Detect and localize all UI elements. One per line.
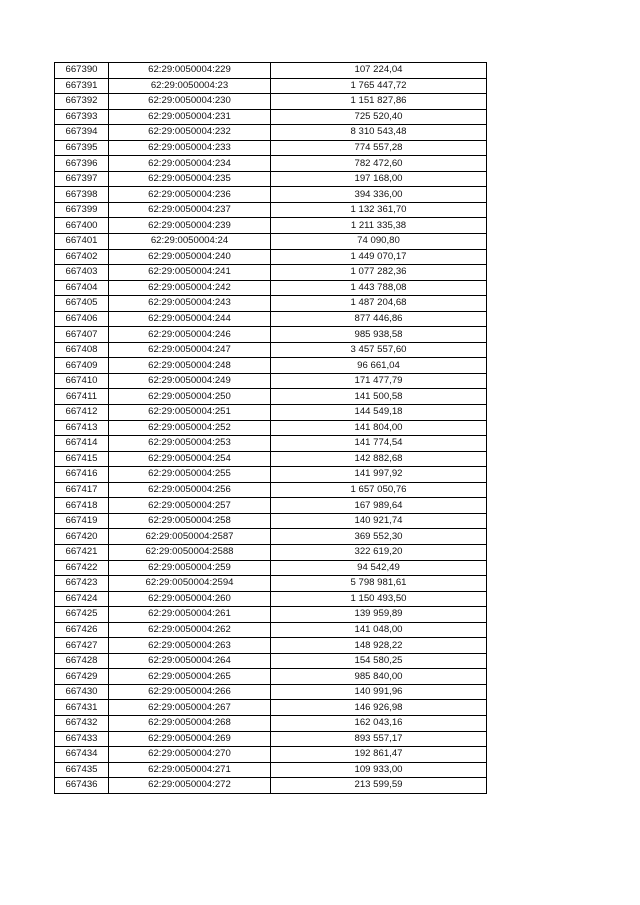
value-cell: 1 487 204,68 — [271, 296, 487, 312]
table-row — [55, 187, 487, 203]
row-number-cell: 667424 — [55, 591, 109, 607]
table-row — [55, 498, 487, 514]
row-number-cell: 667412 — [55, 405, 109, 421]
cadastral-number-cell: 62:29:0050004:229 — [109, 63, 271, 79]
value-cell: 171 477,79 — [271, 373, 487, 389]
value-cell: 167 989,64 — [271, 498, 487, 514]
value-cell: 94 542,49 — [271, 560, 487, 576]
row-number-cell: 667433 — [55, 731, 109, 747]
row-number-cell: 667434 — [55, 747, 109, 763]
table-row — [55, 778, 487, 794]
table-row — [55, 156, 487, 172]
value-cell: 1 443 788,08 — [271, 280, 487, 296]
value-cell: 782 472,60 — [271, 156, 487, 172]
cadastral-number-cell: 62:29:0050004:256 — [109, 482, 271, 498]
value-cell: 141 048,00 — [271, 622, 487, 638]
value-cell: 109 933,00 — [271, 762, 487, 778]
row-number-cell: 667393 — [55, 109, 109, 125]
value-cell: 369 552,30 — [271, 529, 487, 545]
value-cell: 146 926,98 — [271, 700, 487, 716]
cadastral-number-cell: 62:29:0050004:252 — [109, 420, 271, 436]
table-row — [55, 78, 487, 94]
row-number-cell: 667426 — [55, 622, 109, 638]
table-row — [55, 171, 487, 187]
table-row — [55, 715, 487, 731]
cadastral-number-cell: 62:29:0050004:268 — [109, 715, 271, 731]
table-row — [55, 389, 487, 405]
cadastral-number-cell: 62:29:0050004:263 — [109, 638, 271, 654]
cadastral-number-cell: 62:29:0050004:254 — [109, 451, 271, 467]
cadastral-number-cell: 62:29:0050004:236 — [109, 187, 271, 203]
row-number-cell: 667403 — [55, 265, 109, 281]
value-cell: 140 991,96 — [271, 684, 487, 700]
cadastral-number-cell: 62:29:0050004:232 — [109, 125, 271, 141]
cadastral-number-cell: 62:29:0050004:260 — [109, 591, 271, 607]
cadastral-value-table — [54, 62, 487, 794]
cadastral-number-cell: 62:29:0050004:231 — [109, 109, 271, 125]
row-number-cell: 667430 — [55, 684, 109, 700]
cadastral-number-cell: 62:29:0050004:251 — [109, 405, 271, 421]
row-number-cell: 667414 — [55, 436, 109, 452]
row-number-cell: 667435 — [55, 762, 109, 778]
value-cell: 141 997,92 — [271, 467, 487, 483]
table-row — [55, 342, 487, 358]
value-cell: 107 224,04 — [271, 63, 487, 79]
table-row — [55, 544, 487, 560]
table-row — [55, 591, 487, 607]
cadastral-number-cell: 62:29:0050004:23 — [109, 78, 271, 94]
value-cell: 985 938,58 — [271, 327, 487, 343]
value-cell: 148 928,22 — [271, 638, 487, 654]
row-number-cell: 667407 — [55, 327, 109, 343]
cadastral-number-cell: 62:29:0050004:270 — [109, 747, 271, 763]
cadastral-number-cell: 62:29:0050004:262 — [109, 622, 271, 638]
cadastral-number-cell: 62:29:0050004:255 — [109, 467, 271, 483]
value-cell: 877 446,86 — [271, 311, 487, 327]
value-cell: 154 580,25 — [271, 653, 487, 669]
cadastral-number-cell: 62:29:0050004:234 — [109, 156, 271, 172]
value-cell: 142 882,68 — [271, 451, 487, 467]
value-cell: 1 150 493,50 — [271, 591, 487, 607]
value-cell: 140 921,74 — [271, 513, 487, 529]
row-number-cell: 667416 — [55, 467, 109, 483]
table-row — [55, 451, 487, 467]
row-number-cell: 667422 — [55, 560, 109, 576]
cadastral-number-cell: 62:29:0050004:246 — [109, 327, 271, 343]
table-row — [55, 513, 487, 529]
value-cell: 141 774,54 — [271, 436, 487, 452]
value-cell: 162 043,16 — [271, 715, 487, 731]
table-row — [55, 63, 487, 79]
row-number-cell: 667409 — [55, 358, 109, 374]
table-row — [55, 109, 487, 125]
table-row — [55, 280, 487, 296]
value-cell: 985 840,00 — [271, 669, 487, 685]
value-cell: 74 090,80 — [271, 234, 487, 250]
cadastral-number-cell: 62:29:0050004:266 — [109, 684, 271, 700]
table-row — [55, 638, 487, 654]
table-row — [55, 358, 487, 374]
value-cell: 725 520,40 — [271, 109, 487, 125]
value-cell: 139 959,89 — [271, 607, 487, 623]
value-cell: 774 557,28 — [271, 140, 487, 156]
row-number-cell: 667394 — [55, 125, 109, 141]
table-row — [55, 731, 487, 747]
table-row — [55, 373, 487, 389]
cadastral-number-cell: 62:29:0050004:237 — [109, 202, 271, 218]
table-body — [55, 63, 487, 794]
cadastral-number-cell: 62:29:0050004:24 — [109, 234, 271, 250]
cadastral-number-cell: 62:29:0050004:233 — [109, 140, 271, 156]
row-number-cell: 667431 — [55, 700, 109, 716]
value-cell: 1 449 070,17 — [271, 249, 487, 265]
row-number-cell: 667390 — [55, 63, 109, 79]
value-cell: 96 661,04 — [271, 358, 487, 374]
row-number-cell: 667436 — [55, 778, 109, 794]
cadastral-number-cell: 62:29:0050004:248 — [109, 358, 271, 374]
row-number-cell: 667425 — [55, 607, 109, 623]
row-number-cell: 667406 — [55, 311, 109, 327]
cadastral-number-cell: 62:29:0050004:241 — [109, 265, 271, 281]
table-row — [55, 420, 487, 436]
value-cell: 192 861,47 — [271, 747, 487, 763]
row-number-cell: 667405 — [55, 296, 109, 312]
table-row — [55, 265, 487, 281]
value-cell: 141 500,58 — [271, 389, 487, 405]
row-number-cell: 667391 — [55, 78, 109, 94]
row-number-cell: 667419 — [55, 513, 109, 529]
row-number-cell: 667402 — [55, 249, 109, 265]
cadastral-number-cell: 62:29:0050004:264 — [109, 653, 271, 669]
row-number-cell: 667413 — [55, 420, 109, 436]
value-cell: 322 619,20 — [271, 544, 487, 560]
row-number-cell: 667429 — [55, 669, 109, 685]
row-number-cell: 667420 — [55, 529, 109, 545]
cadastral-number-cell: 62:29:0050004:272 — [109, 778, 271, 794]
value-cell: 1 151 827,86 — [271, 94, 487, 110]
cadastral-number-cell: 62:29:0050004:261 — [109, 607, 271, 623]
table-row — [55, 747, 487, 763]
table-row — [55, 684, 487, 700]
value-cell: 1 657 050,76 — [271, 482, 487, 498]
table-row — [55, 436, 487, 452]
value-cell: 213 599,59 — [271, 778, 487, 794]
row-number-cell: 667401 — [55, 234, 109, 250]
value-cell: 5 798 981,61 — [271, 576, 487, 592]
table-row — [55, 700, 487, 716]
row-number-cell: 667392 — [55, 94, 109, 110]
value-cell: 144 549,18 — [271, 405, 487, 421]
value-cell: 1 132 361,70 — [271, 202, 487, 218]
cadastral-number-cell: 62:29:0050004:267 — [109, 700, 271, 716]
cadastral-number-cell: 62:29:0050004:240 — [109, 249, 271, 265]
cadastral-number-cell: 62:29:0050004:257 — [109, 498, 271, 514]
cadastral-number-cell: 62:29:0050004:259 — [109, 560, 271, 576]
cadastral-number-cell: 62:29:0050004:235 — [109, 171, 271, 187]
value-cell: 1 211 335,38 — [271, 218, 487, 234]
cadastral-number-cell: 62:29:0050004:269 — [109, 731, 271, 747]
table-row — [55, 653, 487, 669]
cadastral-number-cell: 62:29:0050004:271 — [109, 762, 271, 778]
row-number-cell: 667399 — [55, 202, 109, 218]
row-number-cell: 667410 — [55, 373, 109, 389]
row-number-cell: 667421 — [55, 544, 109, 560]
value-cell: 394 336,00 — [271, 187, 487, 203]
cadastral-number-cell: 62:29:0050004:253 — [109, 436, 271, 452]
row-number-cell: 667395 — [55, 140, 109, 156]
cadastral-number-cell: 62:29:0050004:2587 — [109, 529, 271, 545]
row-number-cell: 667396 — [55, 156, 109, 172]
table-row — [55, 311, 487, 327]
value-cell: 141 804,00 — [271, 420, 487, 436]
table-row — [55, 482, 487, 498]
row-number-cell: 667404 — [55, 280, 109, 296]
table-row — [55, 218, 487, 234]
row-number-cell: 667428 — [55, 653, 109, 669]
table-row — [55, 296, 487, 312]
cadastral-number-cell: 62:29:0050004:230 — [109, 94, 271, 110]
row-number-cell: 667415 — [55, 451, 109, 467]
table-row — [55, 622, 487, 638]
table-row — [55, 607, 487, 623]
table-row — [55, 576, 487, 592]
row-number-cell: 667398 — [55, 187, 109, 203]
value-cell: 1 077 282,36 — [271, 265, 487, 281]
cadastral-number-cell: 62:29:0050004:250 — [109, 389, 271, 405]
cadastral-number-cell: 62:29:0050004:243 — [109, 296, 271, 312]
table-row — [55, 94, 487, 110]
table-row — [55, 234, 487, 250]
row-number-cell: 667417 — [55, 482, 109, 498]
row-number-cell: 667418 — [55, 498, 109, 514]
value-cell: 8 310 543,48 — [271, 125, 487, 141]
value-cell: 1 765 447,72 — [271, 78, 487, 94]
table-row — [55, 560, 487, 576]
table-row — [55, 405, 487, 421]
cadastral-number-cell: 62:29:0050004:242 — [109, 280, 271, 296]
table-row — [55, 140, 487, 156]
cadastral-number-cell: 62:29:0050004:2594 — [109, 576, 271, 592]
row-number-cell: 667411 — [55, 389, 109, 405]
table-row — [55, 202, 487, 218]
value-cell: 197 168,00 — [271, 171, 487, 187]
row-number-cell: 667397 — [55, 171, 109, 187]
row-number-cell: 667427 — [55, 638, 109, 654]
cadastral-number-cell: 62:29:0050004:247 — [109, 342, 271, 358]
cadastral-number-cell: 62:29:0050004:265 — [109, 669, 271, 685]
row-number-cell: 667408 — [55, 342, 109, 358]
cadastral-number-cell: 62:29:0050004:2588 — [109, 544, 271, 560]
row-number-cell: 667432 — [55, 715, 109, 731]
table-row — [55, 529, 487, 545]
table-row — [55, 249, 487, 265]
cadastral-number-cell: 62:29:0050004:244 — [109, 311, 271, 327]
table-row — [55, 762, 487, 778]
cadastral-number-cell: 62:29:0050004:258 — [109, 513, 271, 529]
cadastral-number-cell: 62:29:0050004:239 — [109, 218, 271, 234]
table-row — [55, 669, 487, 685]
row-number-cell: 667423 — [55, 576, 109, 592]
table-row — [55, 327, 487, 343]
row-number-cell: 667400 — [55, 218, 109, 234]
value-cell: 893 557,17 — [271, 731, 487, 747]
table-row — [55, 467, 487, 483]
cadastral-number-cell: 62:29:0050004:249 — [109, 373, 271, 389]
table-row — [55, 125, 487, 141]
value-cell: 3 457 557,60 — [271, 342, 487, 358]
